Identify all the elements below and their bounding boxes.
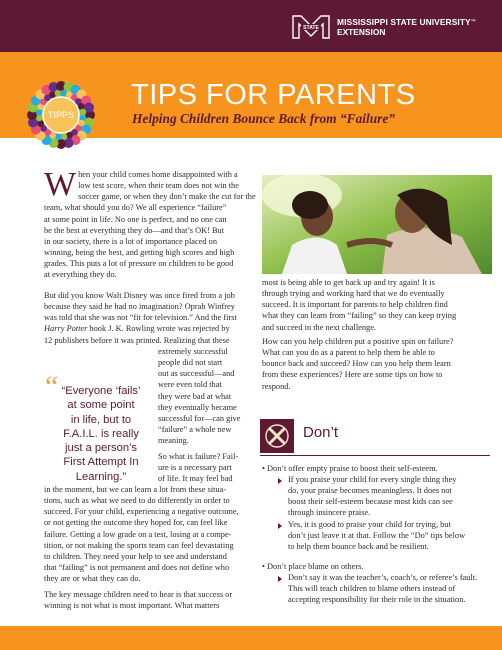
drop-cap: W (44, 166, 77, 203)
text-line: of life. It may feel bad (158, 474, 233, 484)
key-message-paragraph (44, 589, 258, 611)
quote-mark: “ (45, 370, 59, 403)
text-line: Don’t say it was the teacher’s, coach’s, or referee’s fault. (288, 573, 478, 582)
logo-text (337, 17, 476, 37)
text-line: through insincere praise. (288, 508, 371, 518)
sub-bullet-arrow-icon (278, 576, 282, 582)
disney-paragraph (44, 290, 254, 346)
text-line: to children. They need your help to see and understand (44, 551, 227, 561)
intro-paragraph (44, 166, 256, 281)
text-line: they were bad at what (158, 391, 232, 401)
disney-paragraph-continued (158, 346, 258, 446)
text-line: extremely successful (158, 347, 228, 356)
photo-mother-daughter-icon (262, 175, 492, 274)
text-line: in the moment, but we can learn a lot from these situa- (44, 485, 227, 494)
text-line: do, your praise becomes meaningless. It does not (288, 486, 452, 496)
text-line: winning, being the best, and getting high scores and high (44, 248, 235, 258)
text-line: out as successful—and (158, 369, 235, 379)
text-line: from these experiences? Here are some tips on how to (262, 370, 443, 380)
dont-x-icon (260, 419, 294, 453)
msu-m-icon (291, 14, 331, 40)
tipps-badge-icon (22, 76, 100, 154)
footer-band (0, 626, 502, 650)
text-line: 12 publishers before it was printed. Realizing that these (44, 335, 230, 345)
text-line: team, what should you do? We all experience “failure” (44, 203, 227, 213)
svg-text:TIPPS: TIPPS (47, 110, 75, 120)
text-line: grades. This puts a lot of pressure on children to be good (44, 259, 234, 269)
text-line: Harry Potter book J. K. Rowling wrote was rejected by (44, 324, 230, 334)
msu-extension-logo[interactable] (291, 14, 476, 40)
text-line: respond. (262, 381, 291, 391)
sub-bullet-arrow-icon (278, 478, 282, 484)
text-line: be the best at everything they do—and that’s OK! But (44, 225, 225, 235)
text-line: bounce back and succeed? How can you help them learn (262, 359, 451, 369)
text-line: was told that she was not “fit for television.” And the first (44, 313, 237, 323)
text-line: most is being able to get back up and try again! It is (262, 278, 435, 287)
quote-line: just a person’s (65, 442, 137, 455)
page-title: TIPS FOR PARENTS (131, 79, 416, 111)
text-line: in our society, there is a lot of importance placed on (44, 236, 217, 246)
text-line: that “failing” is not permanent and does not define who (44, 563, 230, 573)
bullet-empty-praise: • Don’t offer empty praise to boost their self-esteem. (262, 464, 438, 473)
text-line: or not getting the outcome they hoped for, can feel like (44, 518, 228, 528)
text-line: What can you do as a parent to help them be able to (262, 348, 435, 358)
text-line: But did you know Walt Disney was once fired from a job (44, 291, 235, 300)
quote-line: at some point (67, 399, 135, 412)
svg-text:STATE: STATE (303, 25, 319, 31)
quote-line: F.A.I.L. is really (63, 427, 139, 440)
text-line: what they can learn from “failing” so they can keep trying (262, 311, 457, 321)
bullet-text: Don’t offer empty praise to boost their self-esteem. (267, 464, 438, 473)
trademark: ™ (470, 19, 476, 25)
text-line: hen your child comes home disappointed with a (78, 170, 238, 179)
text-line: boost their self-esteem because most kids can see (288, 497, 453, 507)
text-line: don’t just leave it at that. Follow the “Do” tips below (288, 531, 466, 541)
text-line: Yes, it is good to praise your child for trying, but (288, 520, 451, 529)
sub-bullet-2 (288, 519, 492, 552)
quote-line: First Attempt In (63, 456, 139, 469)
quote-line: in life, but to (70, 413, 132, 426)
failure-paragraph (44, 484, 258, 584)
text-line: The key message children need to hear is that success or (44, 590, 233, 599)
text-line: If you praise your child for every single thing they (288, 475, 457, 484)
text-line: “failure” a whole new (158, 425, 232, 435)
dont-heading: Don’t (303, 424, 339, 441)
text-line: tions, such as what we need to do differently in order to (44, 496, 230, 506)
text-line: meaning. (158, 436, 189, 446)
sub-bullet-1 (288, 474, 492, 519)
text-line: ure is a necessary part (158, 463, 232, 473)
text-line: they eventually became (158, 402, 237, 412)
text-line: at some point in life. No one is perfect, and no one can (44, 214, 227, 224)
text-line: winning is not what is most important. What matters (44, 601, 220, 611)
text-line: at everything they do. (44, 270, 117, 280)
text-line: were even told that (158, 380, 222, 390)
text-line: through trying and working hard that we do eventually (262, 289, 445, 299)
dont-underline (260, 455, 490, 456)
text-line: How can you help children put a positive spin on failure? (262, 337, 454, 346)
bullet-blame: • Don’t place blame on others. (262, 562, 364, 571)
text-line: successful for—can give (158, 413, 241, 423)
quote-line: “Everyone ‘fails’ (61, 385, 141, 397)
text-line: So what is failure? Fail- (158, 452, 239, 461)
pull-quote (53, 384, 149, 484)
text-line: low test score, when their team does not win the (78, 181, 239, 191)
text-line: people did not start (158, 358, 223, 368)
text-line: failure. Getting a low grade on a test, losing at a compe- (44, 529, 232, 539)
text-line: because they said he had no imagination? Oprah Winfrey (44, 302, 235, 312)
text-line: succeed. For your child, experiencing a negative outcome, (44, 507, 239, 517)
page-subtitle: Helping Children Bounce Back from “Failure” (132, 111, 396, 126)
right-paragraph-1 (262, 277, 492, 333)
university-name: MISSISSIPPI STATE UNIVERSITY (337, 17, 471, 27)
text-line: accepting responsibility for their role in the situation. (288, 595, 466, 605)
book-title: Harry Potter (44, 324, 88, 334)
right-paragraph-2 (262, 336, 492, 392)
bullet-text: Don’t place blame on others. (267, 562, 364, 571)
sub-bullet-arrow-icon (278, 523, 282, 529)
text-line: This will teach children to blame others instead of (288, 584, 456, 594)
text-line: to help them bounce back and be resilient. (288, 542, 429, 552)
text-line: succeed. It is important for parents to help children find (262, 300, 448, 310)
text-line: they are or what they can do. (44, 574, 141, 584)
extension-name: EXTENSION (337, 27, 386, 37)
quote-line: Learning.” (75, 470, 127, 483)
sub-bullet-3 (288, 572, 492, 605)
failure-paragraph-start (158, 451, 258, 484)
text-line: soccer game, or when they don’t make the cut for the (78, 192, 256, 202)
text-line: and succeed in the next challenge. (262, 322, 376, 332)
text-line: tition, or not making the sports team can feel devastating (44, 540, 234, 550)
badge-petal (79, 109, 86, 116)
